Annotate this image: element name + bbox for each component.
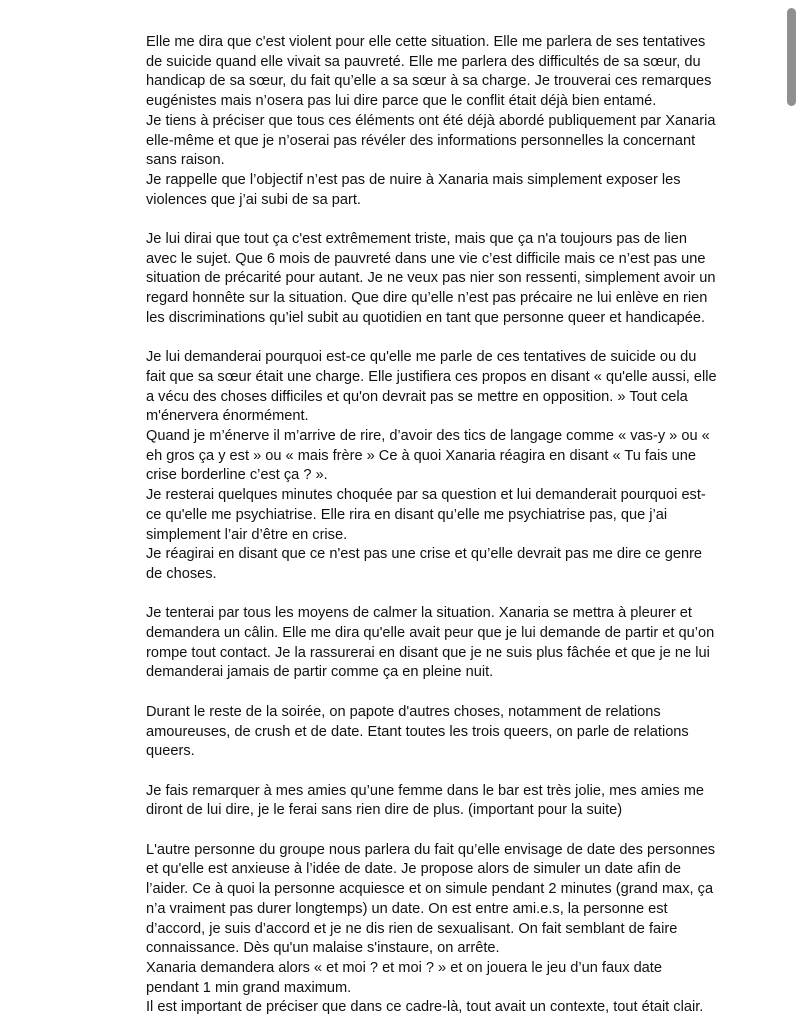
paragraph: Xanaria demandera alors « et moi ? et moi ? » et on jouera le jeu d’un faux date pendant 1 min grand maximum.: [146, 959, 662, 996]
paragraph: Je tiens à préciser que tous ces éléments ont été déjà abordé publiquement par Xanaria elle-même et que je n’oserai pas révéler des informations personnelles la concernant sans raison.: [146, 112, 716, 169]
paragraph: Je fais remarquer à mes amies qu’une femme dans le bar est très jolie, mes amies me diront de lui dire, je le ferai sans rien dire de plus. (important pour la suite): [146, 782, 705, 819]
paragraph-spacer: [146, 683, 718, 703]
paragraph: Je rappelle que l’objectif n’est pas de nuire à Xanaria mais simplement exposer les violences que j’ai subi de sa part.: [146, 171, 681, 208]
paragraph: Je resterai quelques minutes choquée par sa question et lui demanderait pourquoi est-ce qu'elle me psychiatrise. Elle rira en disant qu’elle me psychiatrise pas, que j’ai simplement l’air d’être en crise.: [146, 487, 706, 543]
document-body: [146, 33, 718, 1018]
paragraph: L'autre personne du groupe nous parlera du fait qu’elle envisage de date des personnes et qu'elle est anxieuse à l’idée de date. Je propose alors de simuler un date afin de l’aider. Ce à quoi la personne acquiesce et on simule pendant 2 minutes (grand max, ça n’a vraiment pas durer longtemps) un date. On est entre ami.e.s, la personne est d’accord, je suis d’accord et je ne dis rien de sexualisant. On fait semblant de faire connaissance. Dès qu'un malaise s'instaure, on arrête.: [146, 841, 716, 957]
vertical-scrollbar[interactable]: [779, 0, 809, 1000]
paragraph: Durant le reste de la soirée, on papote d'autres choses, notamment de relations amoureuses, de crush et de date. Etant toutes les trois queers, on parle de relations queers.: [146, 703, 689, 760]
paragraph: Je réagirai en disant que ce n'est pas une crise et qu’elle devrait pas me dire ce genre de choses.: [146, 546, 703, 582]
paragraph-spacer: [146, 329, 718, 349]
paragraph-spacer: [146, 585, 718, 605]
paragraph: Je lui demanderai pourquoi est-ce qu'elle me parle de ces tentatives de suicide ou du fait que sa sœur était une charge. Elle justifiera ces propos en disant « qu'elle aussi, elle a vécu des choses difficiles et qu'on devrait pas se mettre en opposition. » Tout cela m'énervera énormément.: [146, 349, 717, 425]
paragraph: Quand je m’énerve il m’arrive de rire, d’avoir des tics de langage comme « vas-y » ou « eh gros ça y est » ou « mais frère » Ce à quoi Xanaria réagira en disant « Tu fais une crise borderline c’est ça ? ».: [146, 428, 710, 484]
scrollbar-thumb[interactable]: [787, 8, 796, 106]
paragraph-spacer: [146, 821, 718, 841]
paragraph: Il est important de préciser que dans ce cadre-là, tout avait un contexte, tout était clair.: [146, 999, 704, 1016]
paragraph: Je lui dirai que tout ça c'est extrêmement triste, mais que ça n'a toujours pas de lien avec le sujet. Que 6 mois de pauvreté dans une vie c’est difficile mais ce n’est pas une situation de précarité pour autant. Je ne veux pas nier son ressenti, simplement avoir un regard honnête sur la situation. Que dire qu’elle n’est pas précaire ne lui enlève en rien les discriminations qu’iel subit au quotidien en tant que personne queer et handicapée.: [146, 231, 716, 326]
paragraph-spacer: [146, 762, 718, 782]
paragraph: Je tenterai par tous les moyens de calmer la situation. Xanaria se mettra à pleurer et demandera un câlin. Elle me dira qu'elle avait peur que je lui demande de partir et qu’on rompe tout contact. Je la rassurerai en disant que je ne suis plus fâchée et que je ne lui demanderai jamais de partir comme ça en pleine nuit.: [146, 605, 715, 681]
paragraph-spacer: [146, 210, 718, 230]
paragraph: Elle me dira que c'est violent pour elle cette situation. Elle me parlera de ses tentatives de suicide quand elle vivait sa pauvreté. Elle me parlera des difficultés de sa sœur, du handicap de sa sœur, du fait qu’elle a sa sœur à sa charge. Je trouverai ces remarques eugénistes mais n’osera pas lui dire parce que le conflit était déjà bien entamé.: [146, 34, 712, 110]
